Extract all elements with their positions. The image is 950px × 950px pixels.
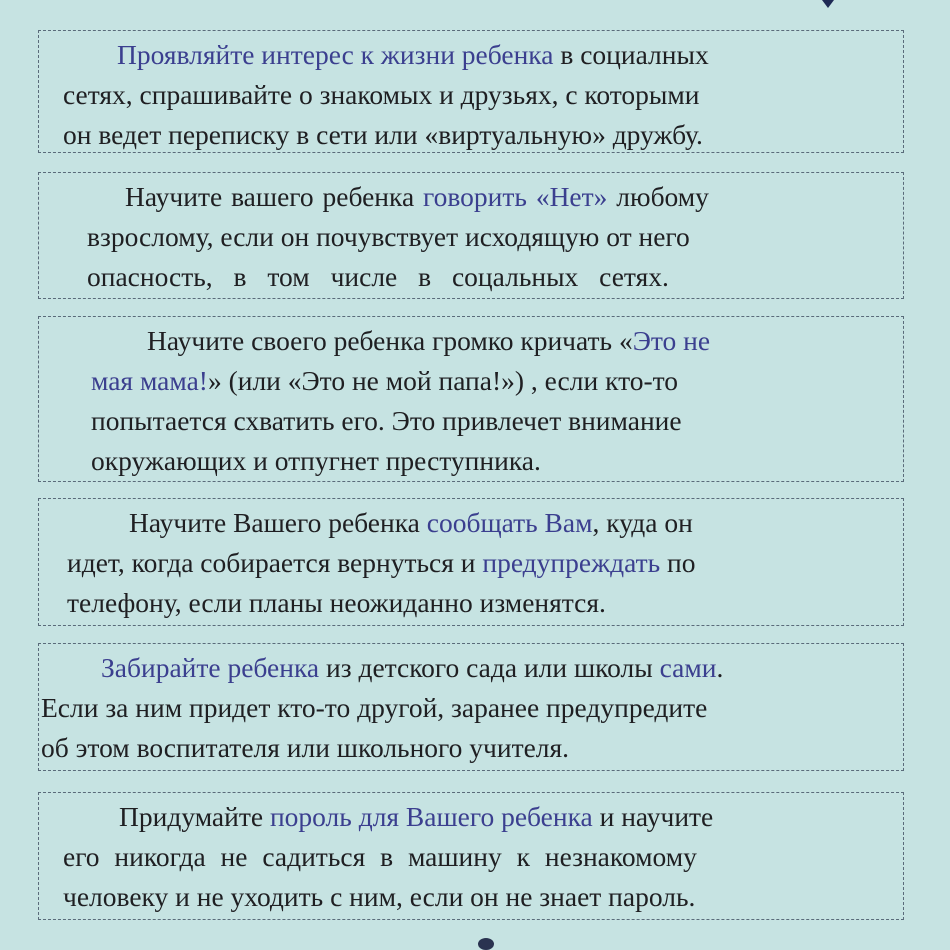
- tip-2-highlight: говорить «Нет»: [423, 181, 608, 212]
- tip-5-segment: .: [716, 652, 724, 683]
- tip-6-line-2: [39, 837, 903, 877]
- tip-1-segment: в социалных: [553, 39, 709, 70]
- tip-4-segment: Научите Вашего ребенка: [129, 507, 427, 538]
- tip-3-line-4: [39, 441, 903, 481]
- tip-4-line-1: [39, 503, 903, 543]
- tip-1-line-3: [39, 115, 903, 155]
- tip-4-segment: по: [660, 547, 696, 578]
- tip-3-segment: » (или «Это не мой папа!») , если кто-то: [207, 365, 679, 396]
- tip-3-segment: попытается схватить его. Это привлечет внимание: [91, 405, 682, 436]
- tip-3-line-3: [39, 401, 903, 441]
- tip-2-line-2: [39, 217, 903, 257]
- tip-6-line-3: [39, 877, 903, 917]
- tip-1-line-1: [39, 35, 903, 75]
- tip-6-segment: его никогда не садиться в машину к незнакомому: [63, 841, 697, 872]
- tip-4-highlight: предупреждать: [482, 547, 661, 578]
- tip-5-line-2: [39, 688, 903, 728]
- tip-box-4: [38, 498, 904, 626]
- tip-6-text: [39, 797, 903, 917]
- tip-2-text: [39, 177, 903, 297]
- tip-5-line-1: [39, 648, 903, 688]
- tip-3-highlight: Это не: [632, 325, 711, 356]
- tip-3-segment: окружающих и отпугнет преступника.: [91, 445, 541, 476]
- tip-6-segment: и научите: [592, 801, 714, 832]
- tip-5-highlight: сами: [659, 652, 717, 683]
- tip-4-segment: , куда он: [592, 507, 693, 538]
- tip-1-segment: он ведет переписку в сети или «виртуальную» дружбу.: [63, 119, 703, 150]
- tip-2-segment: опасность, в том числе в соцальных сетях.: [87, 261, 669, 292]
- tip-box-1: [38, 30, 904, 153]
- tip-5-line-3: [39, 728, 903, 768]
- tip-3-line-1: [39, 321, 903, 361]
- tip-6-segment: человеку и не уходить с ним, если он не знает пароль.: [63, 881, 696, 912]
- tip-5-segment: из детского сада или школы: [319, 652, 660, 683]
- tip-5-segment: об этом воспитателя или школьного учителя.: [41, 732, 570, 763]
- tip-1-text: [39, 35, 903, 155]
- tip-4-line-3: [39, 583, 903, 623]
- tip-2-segment: взрослому, если он почувствует исходящую от него: [87, 221, 690, 252]
- tip-5-segment: Если за ним придет кто-то другой, заранее предупредите: [41, 692, 708, 723]
- tip-5-highlight: Забирайте ребенка: [101, 652, 320, 683]
- tip-box-6: [38, 792, 904, 920]
- tip-2-segment: Научите вашего ребенка: [125, 181, 424, 212]
- tip-3-line-2: [39, 361, 903, 401]
- tip-1-segment: сетях, спрашивайте о знакомых и друзьях, с которыми: [63, 79, 700, 110]
- tip-box-3: [38, 316, 904, 482]
- tip-4-line-2: [39, 543, 903, 583]
- tip-2-segment: любому: [607, 181, 709, 212]
- tip-3-text: [39, 321, 903, 481]
- tip-4-highlight: сообщать Вам: [426, 507, 593, 538]
- tip-box-2: [38, 172, 904, 299]
- tip-3-segment: Научите своего ребенка громко кричать «: [147, 325, 633, 356]
- tip-1-highlight: Проявляйте интерес к жизни ребенка: [117, 39, 554, 70]
- tip-6-segment: Придумайте: [119, 801, 270, 832]
- bottom-marker: [478, 938, 494, 950]
- tip-4-segment: телефону, если планы неожиданно изменятся.: [67, 587, 606, 618]
- tip-5-text: [39, 648, 903, 768]
- tip-6-highlight: пороль для Вашего ребенка: [269, 801, 593, 832]
- tip-4-segment: идет, когда собирается вернуться и: [67, 547, 483, 578]
- tip-6-line-1: [39, 797, 903, 837]
- tip-box-5: [38, 643, 904, 771]
- tip-4-text: [39, 503, 903, 623]
- tip-2-line-1: [39, 177, 903, 217]
- top-arrow-marker: [822, 0, 834, 8]
- tip-2-line-3: [39, 257, 903, 297]
- tip-1-line-2: [39, 75, 903, 115]
- tip-3-highlight: мая мама!: [91, 365, 208, 396]
